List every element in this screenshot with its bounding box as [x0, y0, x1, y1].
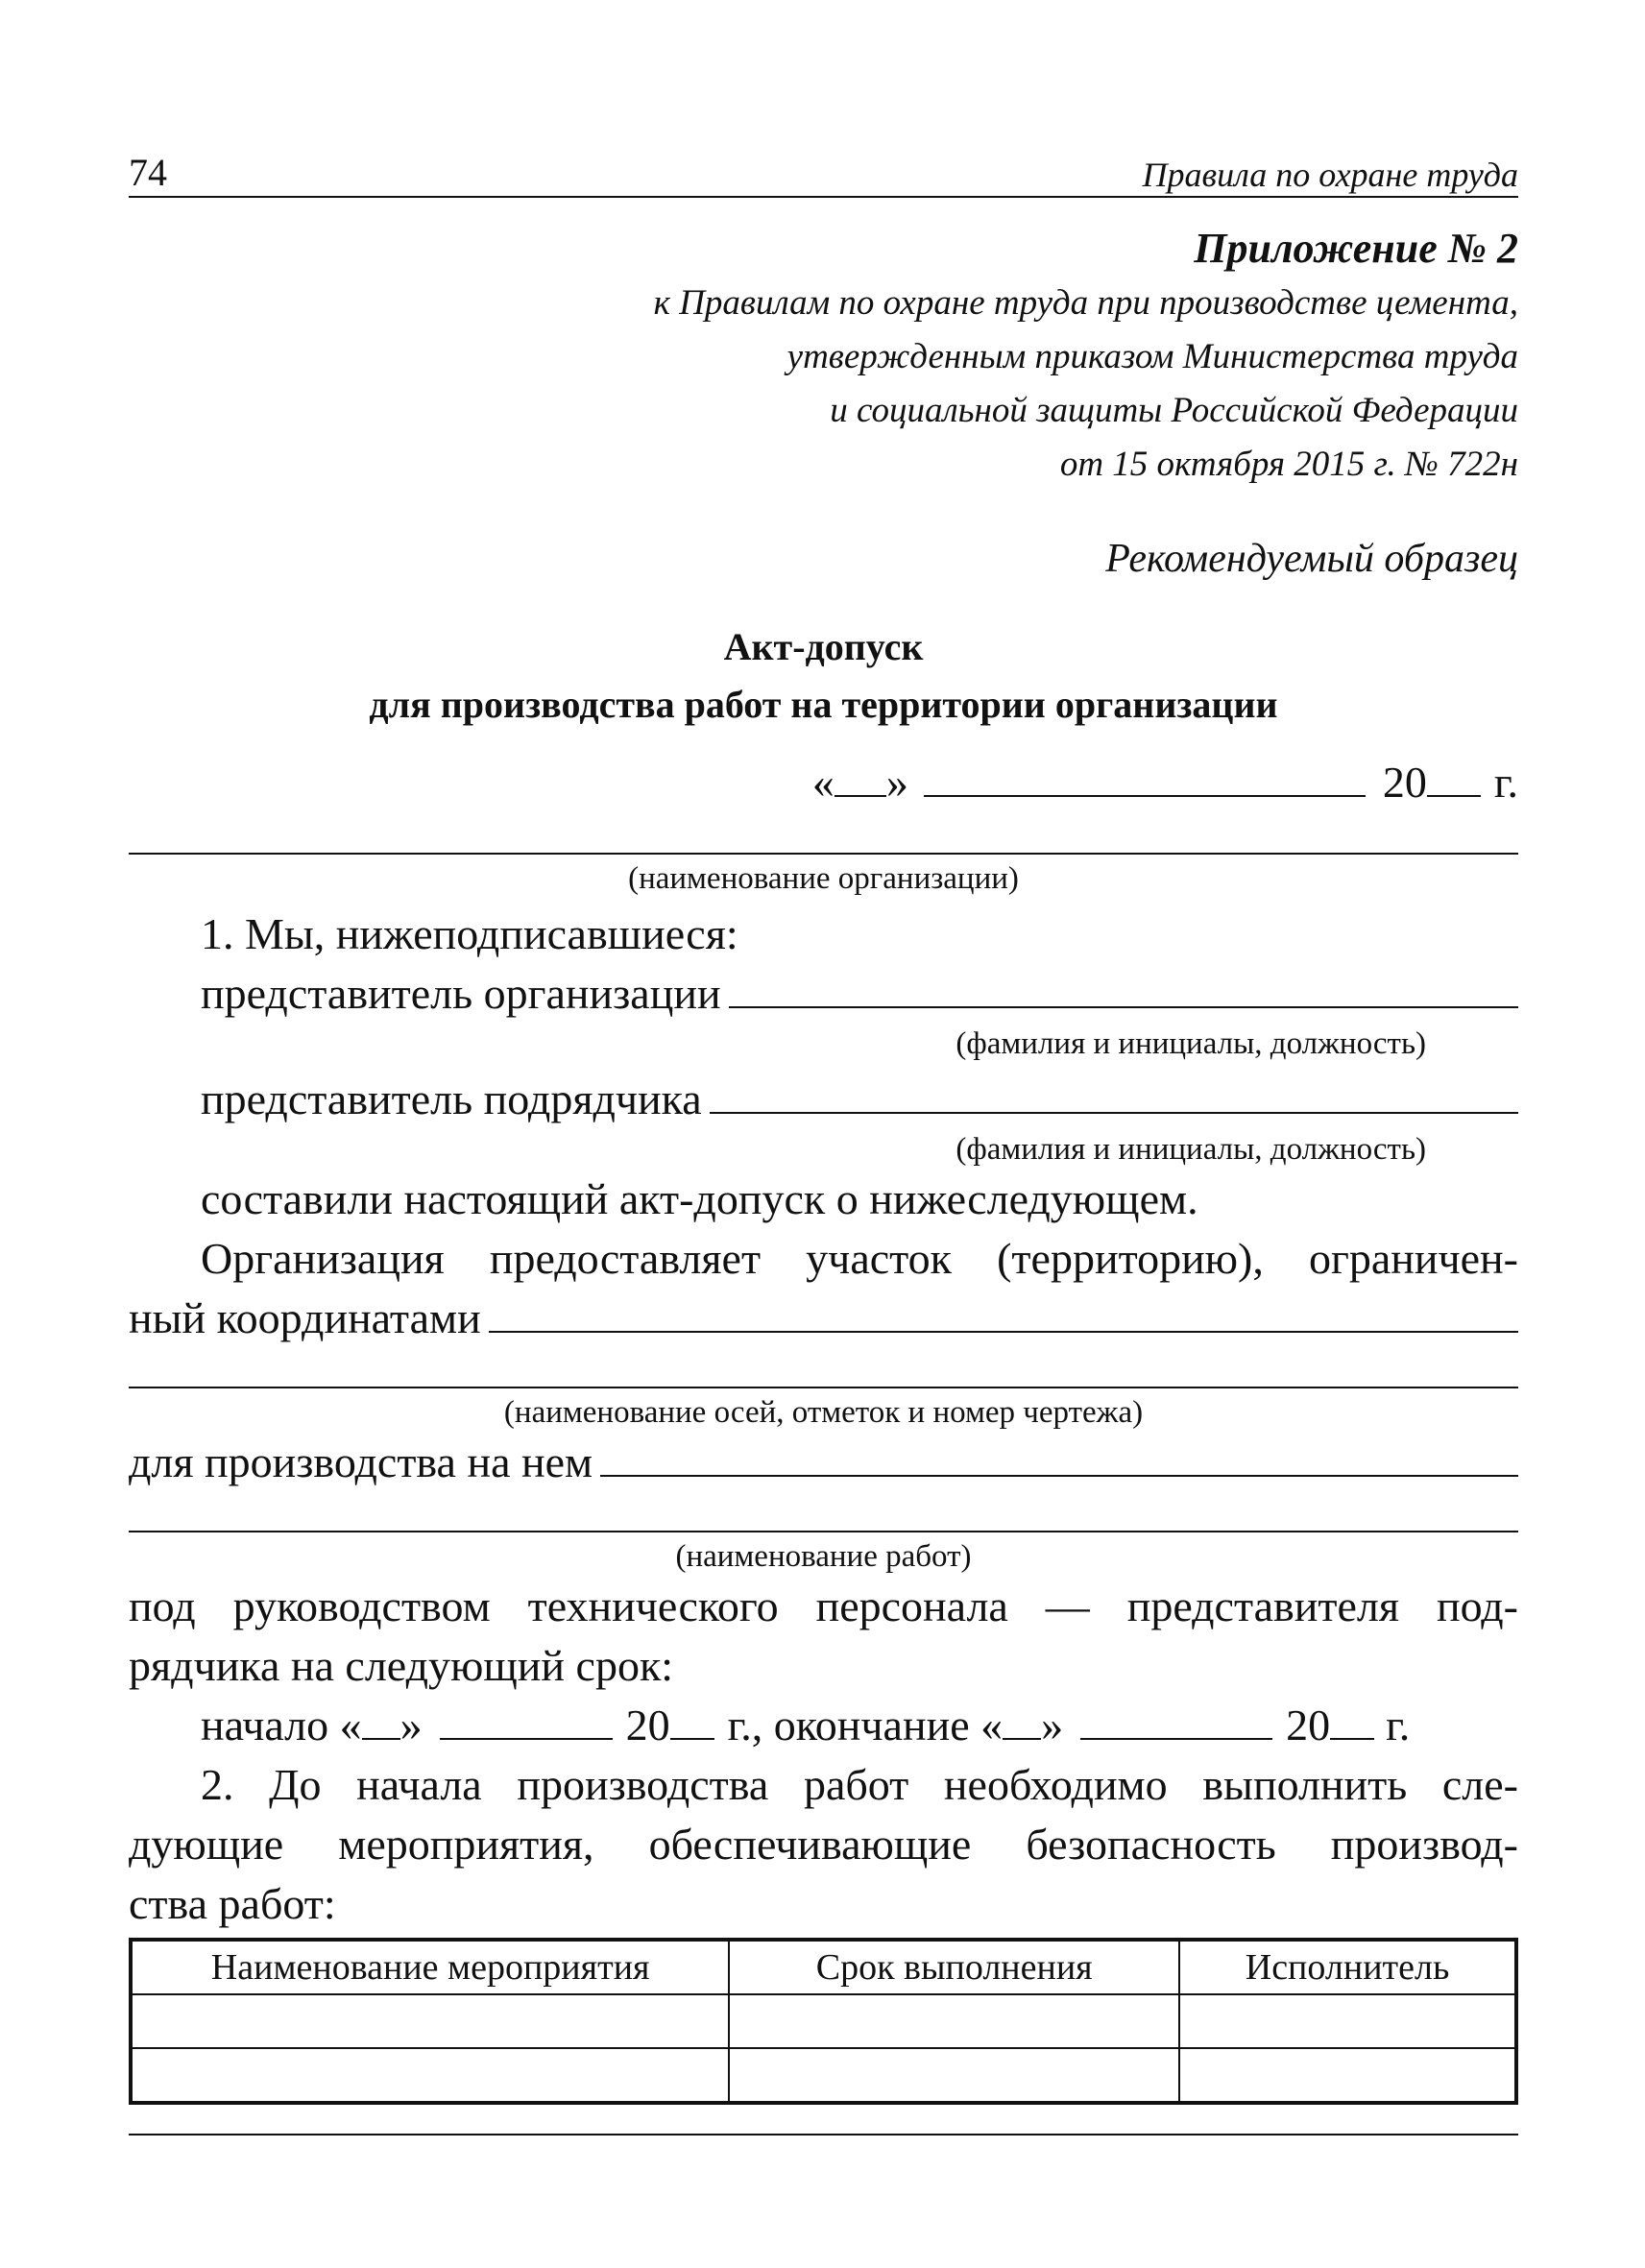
- end-quote-close: »: [1041, 1701, 1064, 1749]
- appendix-line: к Правилам по охране труда при производстве цемента,: [653, 283, 1518, 323]
- works-line[interactable]: [129, 1529, 1518, 1532]
- running-title: Правила по охране труда: [1142, 156, 1518, 194]
- table-row: [131, 1994, 1516, 2048]
- item2-line2: дующие мероприятия, обеспечивающие безопасность производ-: [129, 1820, 1518, 1869]
- page-number: 74: [129, 151, 167, 194]
- end-month-blank[interactable]: [1080, 1700, 1272, 1740]
- table-cell[interactable]: [729, 2048, 1179, 2103]
- measures-table: [129, 1938, 1518, 2105]
- start-label: начало «: [201, 1701, 362, 1749]
- appendix-title: Приложение № 2: [1194, 225, 1518, 272]
- year-prefix: 20: [1382, 758, 1427, 807]
- end-day-blank[interactable]: [1003, 1700, 1041, 1740]
- supervision-text-line1: под руководством технического персонала — представителя под-: [129, 1581, 1518, 1630]
- table-header-executor: Исполнитель: [1179, 1940, 1516, 1994]
- table-cell[interactable]: [131, 1994, 729, 2048]
- appendix-block: [129, 221, 1518, 492]
- end-year-blank[interactable]: [1330, 1700, 1374, 1740]
- document-title: [129, 618, 1518, 734]
- bottom-rule: [129, 2134, 1518, 2135]
- appendix-line: утвержденным приказом Министерства труда: [786, 337, 1518, 376]
- period-row: [129, 1696, 1518, 1755]
- contractor-rep-label: представитель подрядчика: [201, 1074, 702, 1123]
- table-cell[interactable]: [1179, 2048, 1516, 2103]
- start-year-prefix: 20: [625, 1701, 670, 1749]
- org-name-caption: (наименование организации): [628, 861, 1019, 896]
- month-blank[interactable]: [924, 757, 1366, 797]
- table-header-measure: Наименование мероприятия: [131, 1940, 729, 1994]
- date-close-quote: »: [885, 758, 908, 807]
- coordinates-row: [129, 1289, 1518, 1348]
- year-suffix: г.: [1493, 758, 1518, 807]
- contractor-rep-row: [129, 1070, 1518, 1129]
- table-header-row: [131, 1940, 1516, 1994]
- end-year-prefix: 20: [1286, 1701, 1331, 1749]
- supervision-text-line2: рядчика на следующий срок:: [129, 1641, 674, 1690]
- start-year-blank[interactable]: [670, 1700, 714, 1740]
- appendix-line: от 15 октября 2015 г. № 722н: [1059, 445, 1518, 484]
- start-quote-close: »: [399, 1701, 423, 1749]
- running-header: [129, 144, 1518, 198]
- day-blank[interactable]: [835, 757, 886, 797]
- org-rep-field[interactable]: [729, 968, 1518, 1008]
- org-rep-label: представитель организации: [201, 969, 721, 1018]
- axes-line[interactable]: [129, 1385, 1518, 1388]
- org-name-line[interactable]: [129, 851, 1518, 855]
- table-row: [131, 2048, 1516, 2103]
- document-title-line1: Акт-допуск: [723, 625, 924, 668]
- production-row: [129, 1433, 1518, 1492]
- document-title-line2: для производства работ на территории организации: [369, 683, 1278, 726]
- item2-line3: ства работ:: [129, 1879, 336, 1928]
- compiled-text: составили настоящий акт-допуск о нижеследующем.: [201, 1174, 1198, 1223]
- coordinates-label: ный координатами: [129, 1293, 481, 1342]
- start-month-blank[interactable]: [440, 1700, 613, 1740]
- provides-text-line1: Организация предоставляет участок (территорию), ограничен-: [201, 1234, 1518, 1283]
- date-open-quote: «: [811, 758, 835, 807]
- table-cell[interactable]: [729, 1994, 1179, 2048]
- org-rep-caption: (фамилия и инициалы, должность): [956, 1026, 1426, 1061]
- contractor-rep-field[interactable]: [710, 1074, 1518, 1114]
- table-header-deadline: Срок выполнения: [729, 1940, 1179, 1994]
- production-label: для производства на нем: [129, 1437, 593, 1486]
- item1-heading: 1. Мы, нижеподписавшиеся:: [201, 909, 738, 958]
- org-rep-row: [129, 964, 1518, 1024]
- end-year-suffix: г.: [1386, 1701, 1411, 1749]
- axes-caption: (наименование осей, отметок и номер чертежа): [503, 1395, 1144, 1430]
- coordinates-field[interactable]: [489, 1292, 1518, 1333]
- date-line: [129, 757, 1518, 816]
- year-blank[interactable]: [1427, 757, 1481, 797]
- item2-line1: 2. До начала производства работ необходимо выполнить сле-: [201, 1760, 1518, 1809]
- table-cell[interactable]: [1179, 1994, 1516, 2048]
- works-caption: (наименование работ): [675, 1539, 972, 1574]
- table-cell[interactable]: [131, 2048, 729, 2103]
- end-label: г., окончание «: [727, 1701, 1004, 1749]
- production-field[interactable]: [600, 1436, 1518, 1477]
- recommended-sample-label: Рекомендуемый образец: [1105, 537, 1518, 581]
- start-day-blank[interactable]: [362, 1700, 400, 1740]
- document-page: [129, 144, 1518, 2135]
- appendix-line: и социальной защиты Российской Федерации: [830, 391, 1518, 430]
- contractor-rep-caption: (фамилия и инициалы, должность): [956, 1132, 1426, 1167]
